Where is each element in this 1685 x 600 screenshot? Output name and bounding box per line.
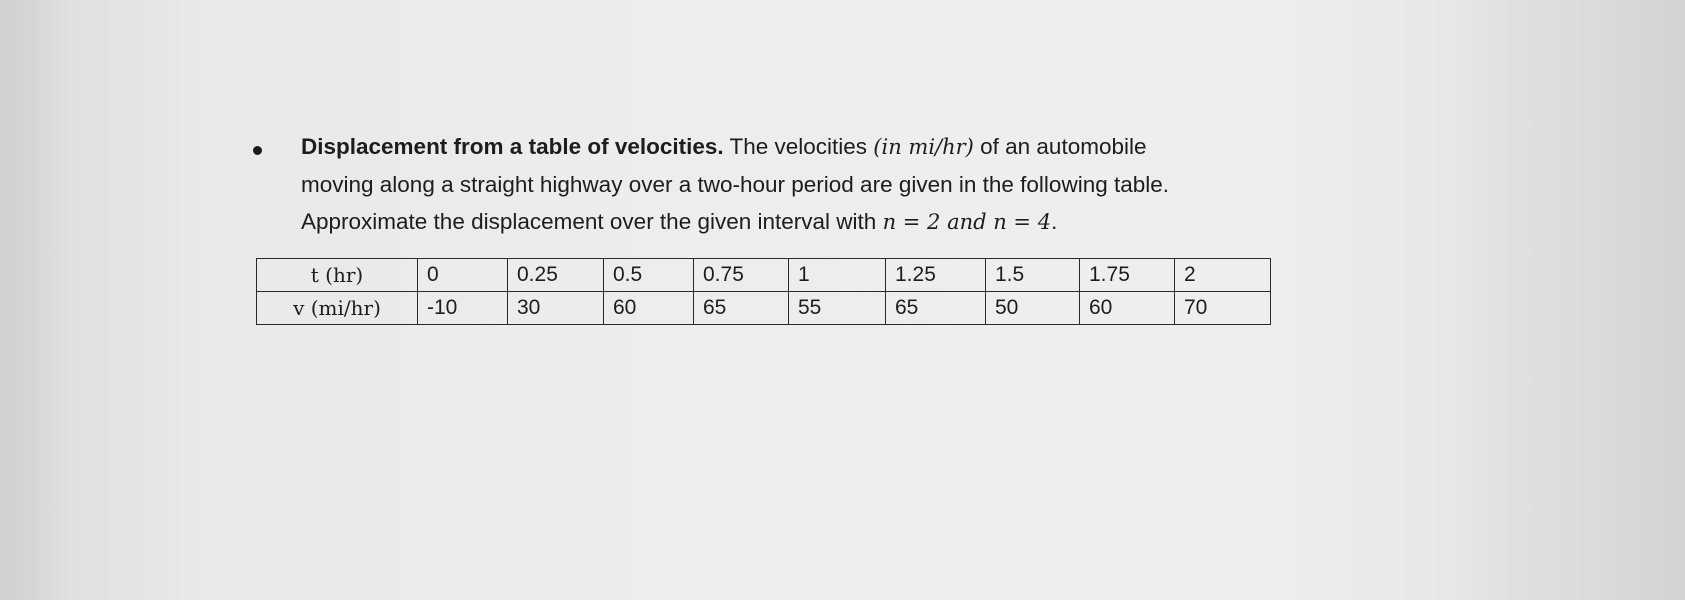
problem-statement [301, 128, 1291, 241]
table-row-time [257, 259, 1271, 292]
table-cell: 0.25 [508, 259, 604, 292]
table-cell: 55 [789, 292, 886, 325]
row-header-velocity: v (mi/hr) [257, 292, 418, 325]
condition-math: n = 2 and n = 4 [882, 210, 1052, 234]
problem-title: Displacement from a table of velocities. [301, 134, 724, 159]
problem-text-1: The velocities [723, 134, 874, 159]
table-cell: 65 [694, 292, 789, 325]
problem-text-3-end: . [1051, 209, 1058, 234]
table-cell: 30 [508, 292, 604, 325]
table-cell: 0.5 [604, 259, 694, 292]
table-cell: 0.75 [694, 259, 789, 292]
table-cell: 1.25 [886, 259, 986, 292]
table-cell: 1 [789, 259, 886, 292]
problem-line-3 [301, 203, 1291, 241]
table-cell: -10 [418, 292, 508, 325]
units-math: (in mi/hr) [873, 135, 974, 159]
table-cell: 65 [886, 292, 986, 325]
table-cell: 1.75 [1080, 259, 1175, 292]
table-cell: 70 [1175, 292, 1271, 325]
table-cell: 1.5 [986, 259, 1080, 292]
table-cell: 60 [604, 292, 694, 325]
page-edge-shadow [0, 0, 70, 600]
problem-line-1 [301, 128, 1291, 166]
velocity-table [256, 258, 1271, 325]
table-cell: 50 [986, 292, 1080, 325]
row-header-time: t (hr) [257, 259, 418, 292]
table-cell: 0 [418, 259, 508, 292]
problem-text-1-end: of an automobile [973, 134, 1147, 159]
problem-line-2: moving along a straight highway over a two-hour period are given in the following table. [301, 172, 1170, 197]
table-row-velocity [257, 292, 1271, 325]
bullet-point [253, 146, 262, 155]
table-cell: 60 [1080, 292, 1175, 325]
problem-text-3: Approximate the displacement over the given interval with [301, 209, 883, 234]
table-cell: 2 [1175, 259, 1271, 292]
page-right-shade [1460, 0, 1685, 600]
